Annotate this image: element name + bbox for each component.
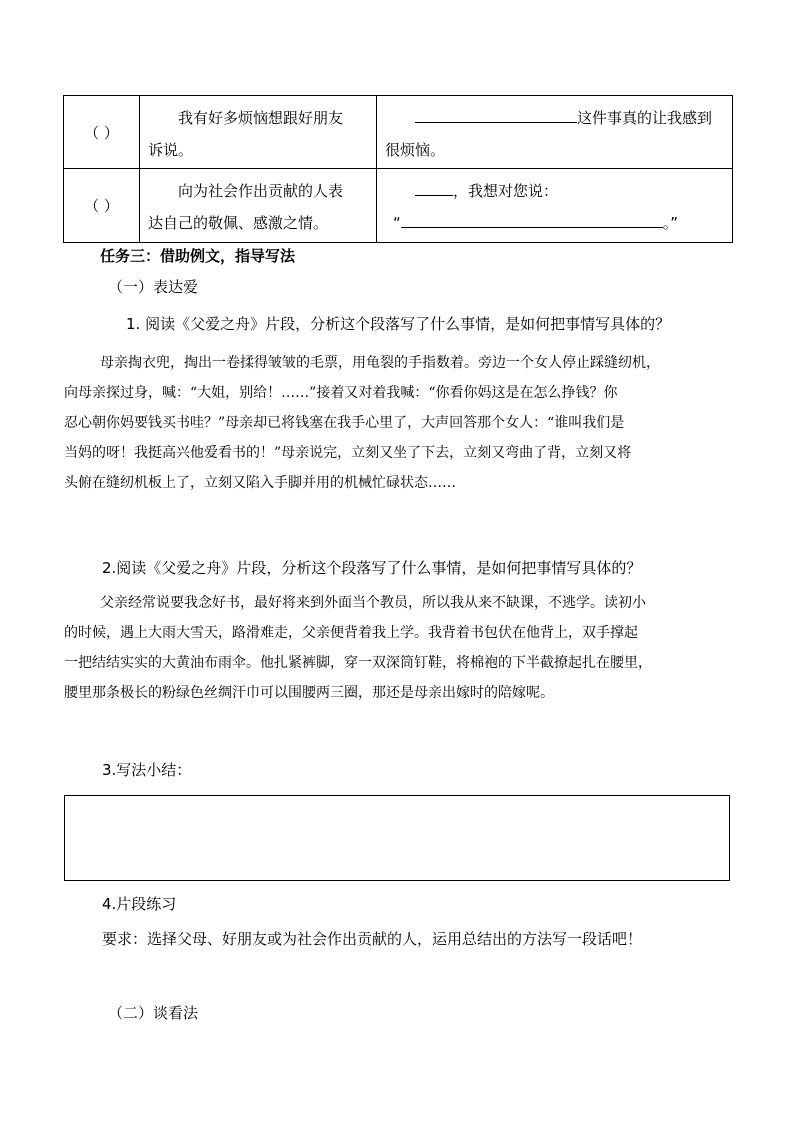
excerpt-1-line1: 母亲掏衣兜，掏出一卷揉得皱皱的毛票，用龟裂的手指数着。旁边一个女人停止踩缝纫机，	[100, 355, 660, 371]
answer-bracket-1[interactable]: （ ）	[64, 96, 140, 169]
practice-requirement: 要求：选择父母、好朋友或为社会作出贡献的人，运用总结出的方法写一段话吧！	[102, 930, 643, 948]
excerpt-2	[64, 588, 734, 708]
section2-heading: （二）谈看法	[108, 1004, 199, 1022]
answer-cell-1	[377, 96, 733, 169]
question-1: 1. 阅读《父爱之舟》片段，分析这个段落写了什么事情，是如何把事情写具体的？	[126, 315, 671, 333]
prompt-1-line1: 我有好多烦恼想跟好朋友	[178, 109, 344, 127]
answer-bracket-2[interactable]: （ ）	[64, 169, 140, 243]
question-4: 4.片段练习	[102, 895, 177, 913]
excerpt-1-line4: 当妈的呀！我挺高兴他爱看书的！”母亲说完，立刻又坐了下去，立刻又弯曲了背，立刻又将	[64, 445, 632, 461]
prompt-cell-1	[140, 96, 377, 169]
answer-cell-2	[377, 169, 733, 243]
fill-blank-2[interactable]	[415, 181, 453, 196]
question-3: 3.写法小结：	[102, 761, 192, 779]
prompt-cell-2	[140, 169, 377, 243]
prompt-2-line2: 达自己的敬佩、感激之情。	[148, 214, 329, 232]
excerpt-2-line1: 父亲经常说要我念好书，最好将来到外面当个教员，所以我从来不缺课，不逃学。读初小	[100, 595, 646, 611]
answer-1-suffix: 这件事真的让我感到	[577, 109, 713, 127]
fill-blank-3[interactable]	[401, 213, 663, 228]
matching-table	[63, 95, 733, 243]
excerpt-1-line3: 忍心朝你妈要钱买书哇？”母亲却已将钱塞在我手心里了，大声回答那个女人：“谁叫我们是	[64, 415, 625, 431]
summary-answer-box[interactable]	[64, 795, 730, 881]
excerpt-2-line3: 一把结结实实的大黄油布雨伞。他扎紧裤脚，穿一双深筒钉鞋，将棉袍的下半截撩起扎在腰里，	[64, 655, 652, 671]
answer-2-open-quote: “	[393, 214, 401, 232]
prompt-1-line2: 诉说。	[148, 141, 194, 159]
answer-2-close-quote: 。”	[662, 214, 679, 232]
question-2: 2.阅读《父爱之舟》片段，分析这个段落写了什么事情，是如何把事情写具体的？	[102, 559, 642, 577]
excerpt-1-line2: 向母亲探过身，喊：“大姐，别给！……”接着又对着我喊：“你看你妈这是在怎么挣钱？你	[64, 385, 618, 401]
answer-1-line2: 很烦恼。	[385, 141, 446, 159]
section1-heading: （一）表达爱	[108, 278, 199, 296]
excerpt-2-line2: 的时候，遇上大雨大雪天，路滑难走，父亲便背着我上学。我背着书包伏在他背上，双手撑起	[64, 625, 638, 641]
excerpt-1-line5: 头俯在缝纫机板上了，立刻又陷入手脚并用的机械忙碌状态……	[64, 475, 456, 491]
answer-2-suffix: ，我想对您说：	[453, 182, 559, 200]
prompt-2-line1: 向为社会作出贡献的人表	[178, 182, 344, 200]
fill-blank-1[interactable]	[415, 108, 577, 123]
excerpt-2-line4: 腰里那条极长的粉绿色丝绸汗巾可以围腰两三圈，那还是母亲出嫁时的陪嫁呢。	[64, 685, 554, 701]
task3-title: 任务三：借助例文，指导写法	[100, 247, 296, 265]
excerpt-1	[64, 348, 734, 498]
